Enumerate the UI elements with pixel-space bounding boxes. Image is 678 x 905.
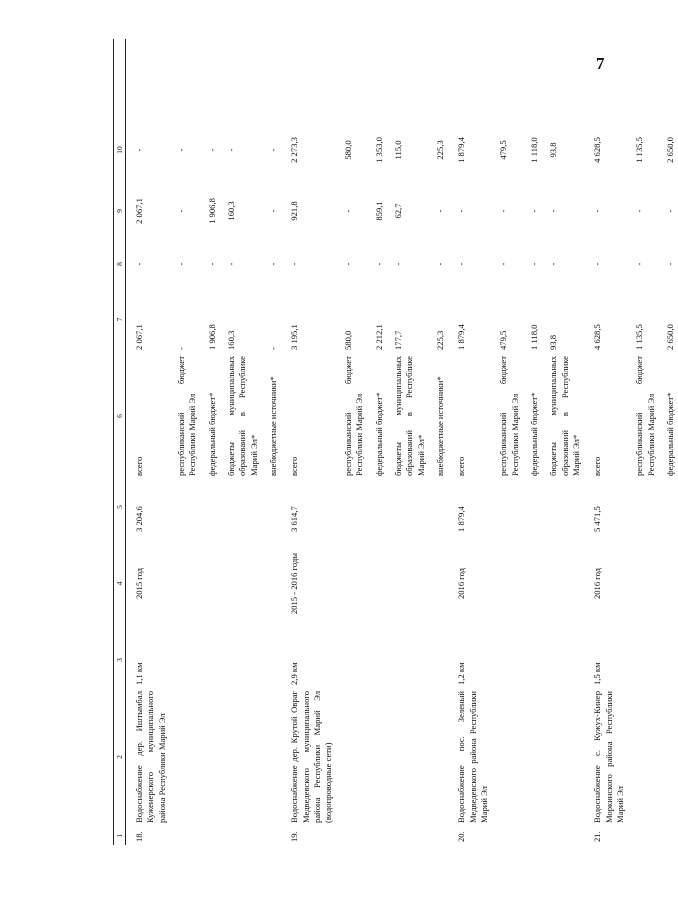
empty-cell: [492, 39, 523, 120]
object-name: Водоснабжение с. Кужух-Кинер Моркинского района Республики Марий Эл: [592, 691, 625, 823]
value-total: 2 067,1: [126, 286, 171, 353]
construction-term: 2016 год: [592, 567, 603, 600]
value-total: -: [268, 347, 279, 350]
construction-term: 2015 год: [126, 535, 171, 632]
empty-cell: [262, 688, 281, 826]
empty-cell: [492, 535, 523, 632]
value-col-8: -: [548, 262, 559, 266]
empty-cell: [523, 479, 542, 535]
page-number: 7: [596, 54, 605, 73]
value-col-10: 2 273,3: [289, 137, 300, 163]
empty-cell: [220, 826, 262, 845]
column-number: 4: [114, 535, 126, 632]
empty-cell: [492, 688, 523, 826]
funding-source: внебюджетные источники*: [434, 376, 445, 476]
value-col-8: -: [268, 262, 279, 266]
value-col-8: -: [289, 262, 300, 266]
value-col-10: 4 628,5: [592, 137, 603, 163]
value-total: 479,5: [498, 330, 509, 350]
empty-cell: [429, 632, 448, 688]
empty-cell: [659, 632, 678, 688]
empty-cell: [368, 535, 387, 632]
column-number: 2: [114, 688, 126, 826]
empty-cell: [170, 632, 201, 688]
funding-source: бюджеты муниципальных образований в Республике Марий Эл*: [226, 356, 259, 476]
object-name: Водоснабжение пос. Зеленый Медведевского района Республики Марий Эл: [456, 691, 489, 823]
value-col-10: -: [206, 148, 217, 152]
empty-cell: [220, 479, 262, 535]
funding-source: республиканский бюджет Республики Марий Эл: [176, 356, 198, 476]
empty-cell: [429, 39, 448, 120]
value-col-9: 2 067,1: [126, 180, 171, 242]
table-row: [584, 39, 628, 845]
funding-source: федеральный бюджет*: [373, 392, 384, 476]
table-row: [126, 39, 171, 845]
funding-source: федеральный бюджет*: [206, 392, 217, 476]
row-number: 18.: [126, 826, 171, 845]
value-col-9: -: [634, 209, 645, 213]
empty-cell: [170, 39, 201, 120]
object-capacity: 2,9 км: [289, 662, 300, 685]
object-capacity: 1,1 км: [126, 632, 171, 688]
empty-cell: [542, 826, 584, 845]
funding-source: всего: [456, 456, 467, 476]
value-col-8: -: [342, 262, 353, 266]
object-name: Водоснабжение дер. Крутой Овраг Медведевского муниципального района Республики Марий Эл (водопроводные сети): [289, 691, 334, 823]
empty-cell: [659, 688, 678, 826]
empty-cell: [170, 688, 201, 826]
column-number: 8: [114, 242, 126, 286]
empty-cell: [220, 632, 262, 688]
estimated-cost: 3 204,6: [126, 479, 171, 535]
value-total: 225,3: [434, 330, 445, 350]
value-col-9: -: [665, 209, 676, 213]
table-row: [448, 39, 492, 845]
rotated-table-container: [113, 39, 676, 845]
table-subrow: [201, 39, 220, 845]
empty-cell: [523, 826, 542, 845]
empty-cell: [542, 535, 584, 632]
budget-table: [113, 39, 678, 845]
value-total: 2 650,0: [665, 324, 676, 350]
funding-source: федеральный бюджет*: [528, 392, 539, 476]
object-capacity: 1,2 км: [456, 662, 467, 685]
value-col-9: 160,3: [226, 201, 237, 221]
value-col-10: 1 353,0: [373, 137, 384, 163]
value-col-8: -: [592, 262, 603, 266]
value-col-9: -: [592, 209, 603, 213]
object-name: Водоснабжение дер. Иштымбал Куженерского муниципального района Республики Марий Эл: [126, 688, 171, 826]
empty-cell: [201, 688, 220, 826]
value-col-9: -: [342, 209, 353, 213]
funding-source: федеральный бюджет*: [665, 392, 676, 476]
value-total: 93,8: [548, 334, 559, 350]
value-col-9: -: [434, 209, 445, 213]
funding-source: бюджеты муниципальных образований в Республике Марий Эл*: [392, 356, 426, 476]
empty-cell: [337, 479, 368, 535]
value-col-9: 1 906,8: [206, 198, 217, 224]
funding-source: республиканский бюджет Республики Марий Эл: [498, 356, 520, 476]
empty-cell: [387, 688, 429, 826]
value-total: 1 118,0: [528, 324, 539, 350]
empty-cell: [262, 826, 281, 845]
empty-cell: [492, 826, 523, 845]
empty-cell: [492, 479, 523, 535]
row-number: 19.: [289, 831, 300, 842]
empty-cell: [659, 39, 678, 120]
empty-cell: [368, 39, 387, 120]
column-number: 5: [114, 479, 126, 535]
empty-cell: [337, 632, 368, 688]
value-col-9: -: [528, 209, 539, 213]
empty-cell: [542, 688, 584, 826]
empty-cell: [429, 535, 448, 632]
empty-cell: [542, 479, 584, 535]
empty-cell: [126, 39, 171, 120]
column-number: 7: [114, 286, 126, 353]
empty-cell: [659, 535, 678, 632]
value-col-9: 921,8: [289, 201, 300, 221]
empty-cell: [492, 632, 523, 688]
row-number: 21.: [592, 831, 603, 842]
column-number: 1: [114, 826, 126, 845]
column-number: 6: [114, 353, 126, 479]
construction-term: 2015 - 2016 годы: [289, 552, 300, 615]
empty-cell: [220, 535, 262, 632]
value-total: 2 212,1: [373, 324, 384, 350]
table-subrow: [542, 39, 584, 845]
value-col-9: 62,7: [392, 203, 403, 219]
value-total: 1 906,8: [206, 324, 217, 350]
empty-cell: [201, 632, 220, 688]
empty-cell: [337, 39, 368, 120]
estimated-cost: 5 471,5: [592, 506, 603, 532]
value-col-8: -: [392, 262, 403, 266]
value-col-8: -: [528, 262, 539, 266]
value-total: 177,7: [392, 330, 403, 350]
empty-cell: [201, 826, 220, 845]
empty-cell: [659, 826, 678, 845]
estimated-cost: 3 614,7: [289, 506, 300, 532]
value-col-8: -: [634, 262, 645, 266]
table-subrow: [262, 39, 281, 845]
value-col-10: -: [226, 148, 237, 152]
value-col-10: 1 118,0: [528, 137, 539, 163]
empty-cell: [584, 39, 628, 120]
object-capacity: 1,5 км: [592, 662, 603, 685]
table-subrow: [429, 39, 448, 845]
value-col-8: -: [434, 262, 445, 266]
empty-cell: [542, 39, 584, 120]
table-subrow: [523, 39, 542, 845]
value-col-10: 580,0: [342, 140, 353, 160]
value-col-10: 225,3: [434, 140, 445, 160]
empty-cell: [201, 39, 220, 120]
empty-cell: [262, 479, 281, 535]
funding-source: всего: [289, 456, 300, 476]
value-col-10: -: [176, 148, 187, 152]
value-col-10: 1 879,4: [456, 137, 467, 163]
value-total: 160,3: [226, 330, 237, 350]
empty-cell: [262, 632, 281, 688]
empty-cell: [387, 826, 429, 845]
empty-cell: [368, 479, 387, 535]
empty-cell: [387, 535, 429, 632]
table-row: [281, 39, 336, 845]
table-subrow: [220, 39, 262, 845]
empty-cell: [387, 39, 429, 120]
empty-cell: [387, 632, 429, 688]
empty-cell: [542, 632, 584, 688]
empty-cell: [170, 535, 201, 632]
value-col-8: -: [206, 262, 217, 266]
empty-cell: [262, 39, 281, 120]
empty-cell: [220, 688, 262, 826]
empty-cell: [429, 479, 448, 535]
value-col-10: 115,0: [392, 140, 403, 160]
value-total: 580,0: [342, 330, 353, 350]
value-col-8: -: [176, 262, 187, 266]
empty-cell: [628, 632, 659, 688]
empty-cell: [523, 632, 542, 688]
empty-cell: [337, 688, 368, 826]
estimated-cost: 1 879,4: [456, 506, 467, 532]
value-total: 1 879,4: [456, 324, 467, 350]
value-col-8: -: [498, 262, 509, 266]
empty-cell: [628, 826, 659, 845]
value-col-8: -: [226, 262, 237, 266]
empty-cell: [201, 479, 220, 535]
table-subrow: [170, 39, 201, 845]
empty-cell: [628, 39, 659, 120]
empty-cell: [628, 688, 659, 826]
funding-source: всего: [592, 456, 603, 476]
table-subrow: [387, 39, 429, 845]
value-col-9: -: [498, 209, 509, 213]
funding-source: внебюджетные источники*: [268, 376, 279, 476]
empty-cell: [368, 688, 387, 826]
empty-cell: [170, 479, 201, 535]
column-number-header: [114, 39, 126, 845]
value-col-9: -: [176, 209, 187, 213]
empty-cell: [368, 826, 387, 845]
empty-cell: [659, 479, 678, 535]
row-number: 20.: [456, 831, 467, 842]
empty-cell: [523, 535, 542, 632]
empty-cell: [220, 39, 262, 120]
column-spacer: [114, 39, 126, 120]
empty-cell: [337, 826, 368, 845]
empty-cell: [201, 535, 220, 632]
funding-source: бюджеты муниципальных образований в Республике Марий Эл*: [548, 356, 581, 476]
funding-source: всего: [126, 353, 171, 479]
empty-cell: [523, 39, 542, 120]
value-col-9: -: [268, 209, 279, 213]
value-col-10: 479,5: [498, 140, 509, 160]
value-col-10: -: [126, 120, 171, 180]
empty-cell: [448, 39, 492, 120]
column-number: 9: [114, 180, 126, 242]
column-number: 10: [114, 120, 126, 180]
value-total: 3 195,1: [289, 324, 300, 350]
value-total: 4 628,5: [592, 324, 603, 350]
empty-cell: [262, 535, 281, 632]
table-subrow: [659, 39, 678, 845]
value-total: -: [176, 347, 187, 350]
value-col-8: -: [456, 262, 467, 266]
value-col-10: 1 135,5: [634, 137, 645, 163]
empty-cell: [281, 39, 336, 120]
table-subrow: [628, 39, 659, 845]
value-total: 1 135,5: [634, 324, 645, 350]
value-col-8: -: [373, 262, 384, 266]
value-col-10: -: [268, 148, 279, 152]
construction-term: 2016 год: [456, 567, 467, 600]
column-number: 3: [114, 632, 126, 688]
empty-cell: [523, 688, 542, 826]
funding-source: республиканский бюджет Республики Марий Эл: [342, 356, 365, 476]
empty-cell: [429, 688, 448, 826]
value-col-10: 93,8: [548, 142, 559, 158]
value-col-9: 859,1: [373, 201, 384, 221]
table-subrow: [492, 39, 523, 845]
value-col-10: 2 650,0: [665, 137, 676, 163]
value-col-8: -: [126, 242, 171, 286]
value-col-9: -: [456, 209, 467, 213]
value-col-9: -: [548, 209, 559, 213]
empty-cell: [628, 479, 659, 535]
empty-cell: [429, 826, 448, 845]
empty-cell: [368, 632, 387, 688]
table-body: [126, 39, 678, 845]
funding-source: республиканский бюджет Республики Марий Эл: [634, 356, 656, 476]
empty-cell: [170, 826, 201, 845]
value-col-8: -: [665, 262, 676, 266]
table-subrow: [368, 39, 387, 845]
empty-cell: [337, 535, 368, 632]
empty-cell: [387, 479, 429, 535]
empty-cell: [628, 535, 659, 632]
table-subrow: [337, 39, 368, 845]
